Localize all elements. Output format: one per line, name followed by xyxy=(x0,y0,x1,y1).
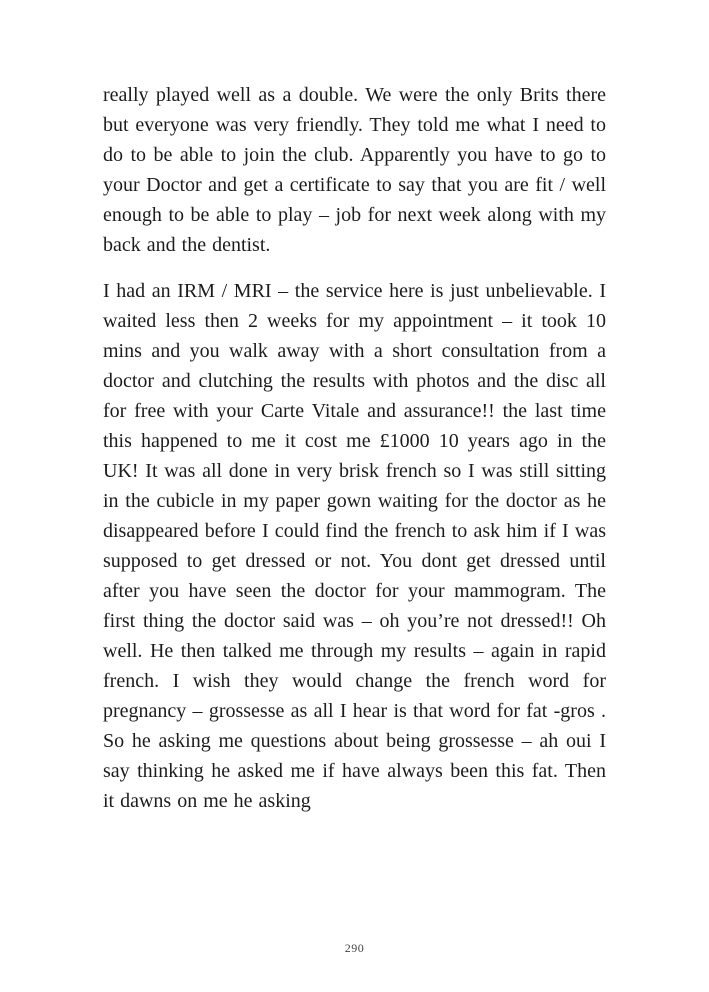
paragraph-1: really played well as a double. We were the only Brits there but everyone was very friendly. They told me what I need to do to be able to join the club. Apparently you have to go to your Doctor and get a certificate to say that you are fit / well enough to be able to play – job for next week along with my back and the dentist. xyxy=(103,84,606,256)
paragraph-2: I had an IRM / MRI – the service here is just unbelievable. I waited less then 2 weeks for my appointment – it took 10 mins and you walk away with a short consultation from a doctor and clutching the results with photos and the disc all for free with your Carte Vitale and assurance!! the last time this happened to me it cost me £1000 10 years ago in the UK! It was all done in very brisk french so I was still sitting in the cubicle in my paper gown waiting for the doctor as he disappeared before I could find the french to ask him if I was supposed to get dressed or not. You dont get dressed until after you have seen the doctor for your mammogram. The first thing the doctor said was – oh you’re not dressed!! Oh well. He then talked me through my results – again in rapid french. I wish they would change the french word for pregnancy – grossesse as all I hear is that word for fat -gros . So he asking me questions about being grossesse – ah oui I say thinking he asked me if have always been this fat. Then it dawns on me he asking xyxy=(103,280,606,812)
page-content xyxy=(103,80,606,816)
page-number: 290 xyxy=(344,941,365,955)
